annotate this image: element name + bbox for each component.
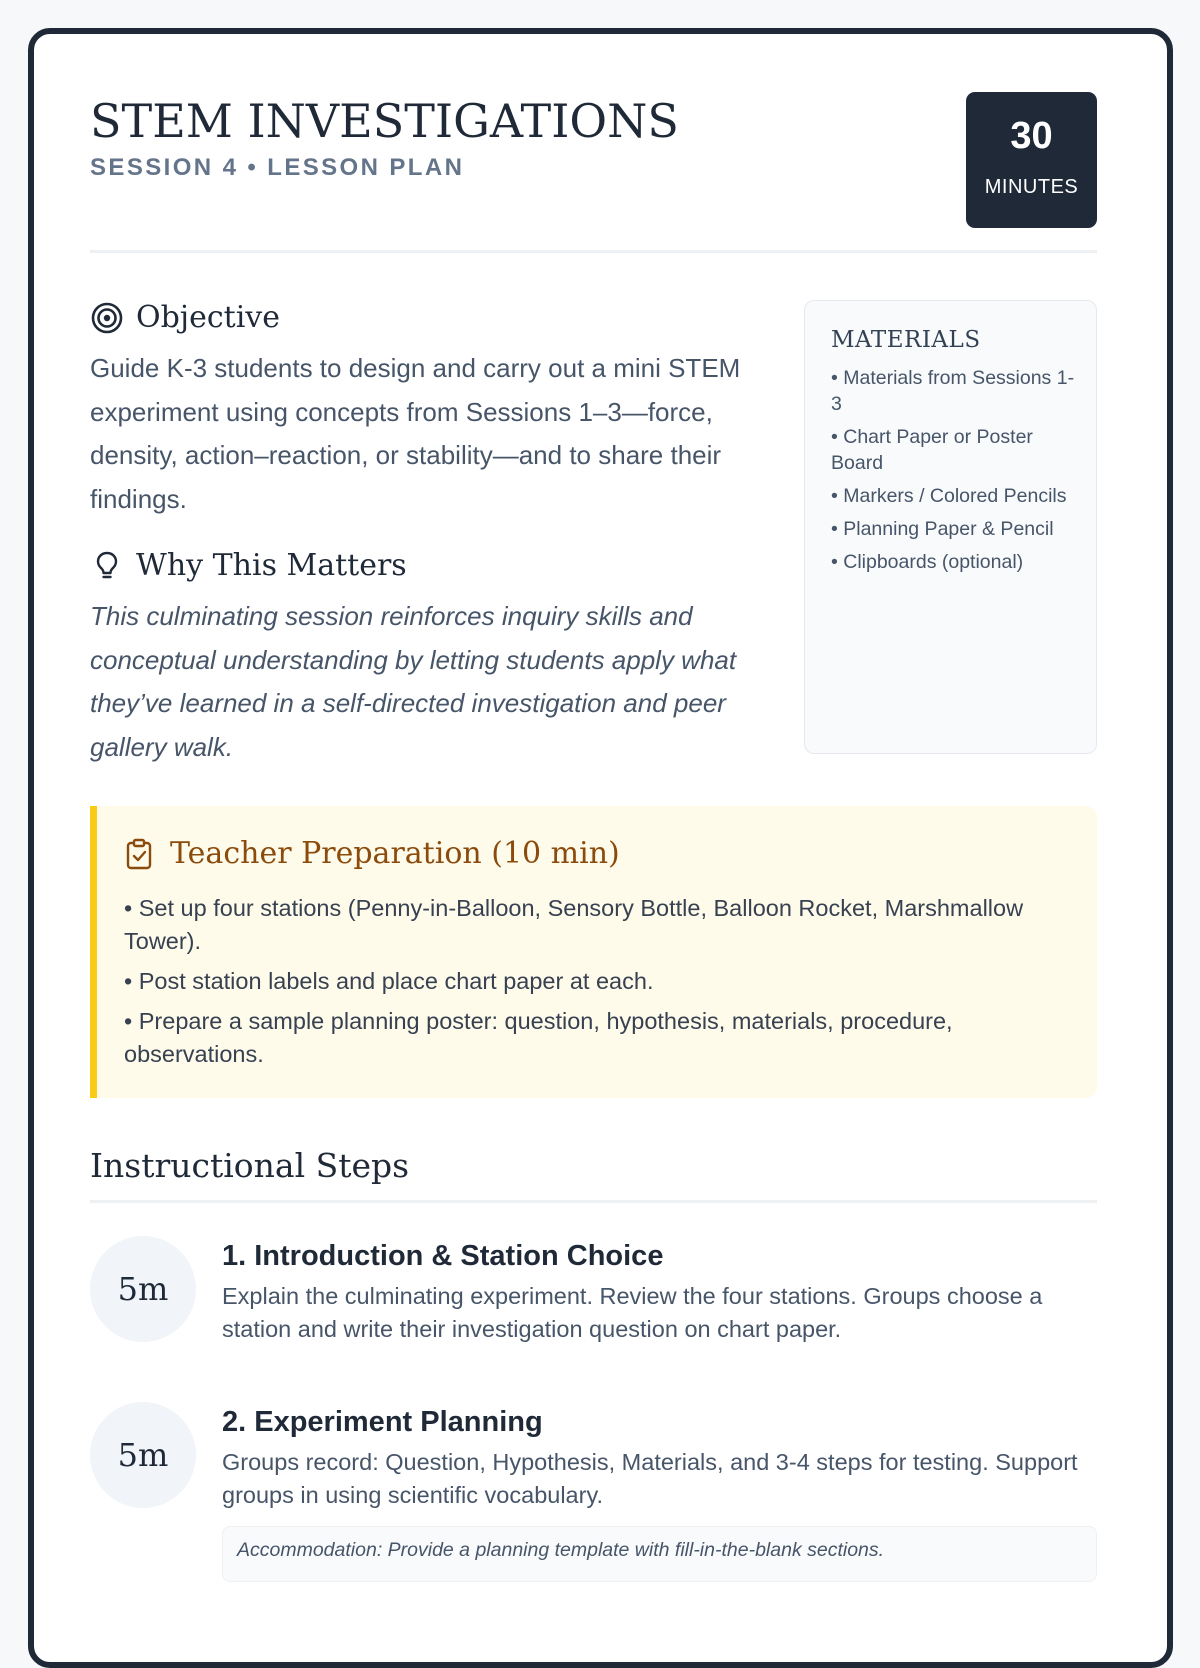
- objective-text: Guide K-3 students to design and carry out a mini STEM experiment using concepts from Sessions 1–3—force, density, action–reaction, or stability—and to share their findings.: [90, 353, 741, 514]
- target-icon: [90, 301, 124, 335]
- header-divider: [90, 250, 1097, 253]
- steps-heading: Instructional Steps: [90, 1146, 410, 1185]
- list-item: • Post station labels and place chart paper at each.: [124, 968, 654, 994]
- lesson-plan-card: [28, 28, 1173, 1668]
- page-title: STEM INVESTIGATIONS: [90, 94, 679, 148]
- teacher-prep-heading: [124, 836, 620, 871]
- step-time-badge: 5m: [90, 1402, 196, 1508]
- why-heading: [90, 548, 407, 583]
- page-subtitle: SESSION 4 • LESSON PLAN: [90, 154, 465, 181]
- step-title: 1. Introduction & Station Choice: [222, 1240, 664, 1272]
- materials-item: • Chart Paper or Poster Board: [831, 426, 1033, 474]
- materials-panel: [804, 300, 1097, 754]
- duration-badge: [966, 92, 1097, 228]
- step-time-badge: 5m: [90, 1236, 196, 1342]
- materials-title: MATERIALS: [831, 327, 981, 353]
- step-description: Explain the culminating experiment. Review the four stations. Groups choose a station and write their investigation question on chart paper.: [222, 1283, 1043, 1342]
- objective-heading: [90, 300, 280, 335]
- step-description: Groups record: Question, Hypothesis, Materials, and 3-4 steps for testing. Support groups in using scientific vocabulary.: [222, 1449, 1078, 1508]
- materials-item: • Clipboards (optional): [831, 551, 1024, 573]
- step-title: 2. Experiment Planning: [222, 1406, 543, 1438]
- list-item: • Set up four stations (Penny-in-Balloon, Sensory Bottle, Balloon Rocket, Marshmallow Tower).: [124, 895, 1024, 954]
- duration-value: 30: [1010, 115, 1053, 157]
- materials-item: • Materials from Sessions 1-3: [831, 367, 1075, 415]
- why-text: This culminating session reinforces inquiry skills and conceptual understanding by letting students apply what they’ve learned in a self-directed investigation and peer gallery walk.: [90, 601, 737, 762]
- header: [90, 92, 1097, 232]
- teacher-prep-list: [124, 892, 1074, 1078]
- teacher-prep-heading-label: Teacher Preparation (10 min): [170, 836, 620, 871]
- duration-label: MINUTES: [984, 176, 1079, 198]
- steps-divider: [90, 1200, 1097, 1203]
- lightbulb-icon: [90, 549, 124, 583]
- materials-item: • Markers / Colored Pencils: [831, 485, 1067, 507]
- accommodation-note: Accommodation: Provide a planning template with fill-in-the-blank sections.: [222, 1526, 1097, 1582]
- list-item: • Prepare a sample planning poster: question, hypothesis, materials, procedure, observations.: [124, 1008, 953, 1067]
- objective-heading-label: Objective: [136, 300, 281, 335]
- teacher-prep-callout: [90, 806, 1097, 1098]
- materials-item: • Planning Paper & Pencil: [831, 518, 1054, 540]
- clipboard-check-icon: [124, 838, 154, 870]
- why-heading-label: Why This Matters: [136, 548, 407, 583]
